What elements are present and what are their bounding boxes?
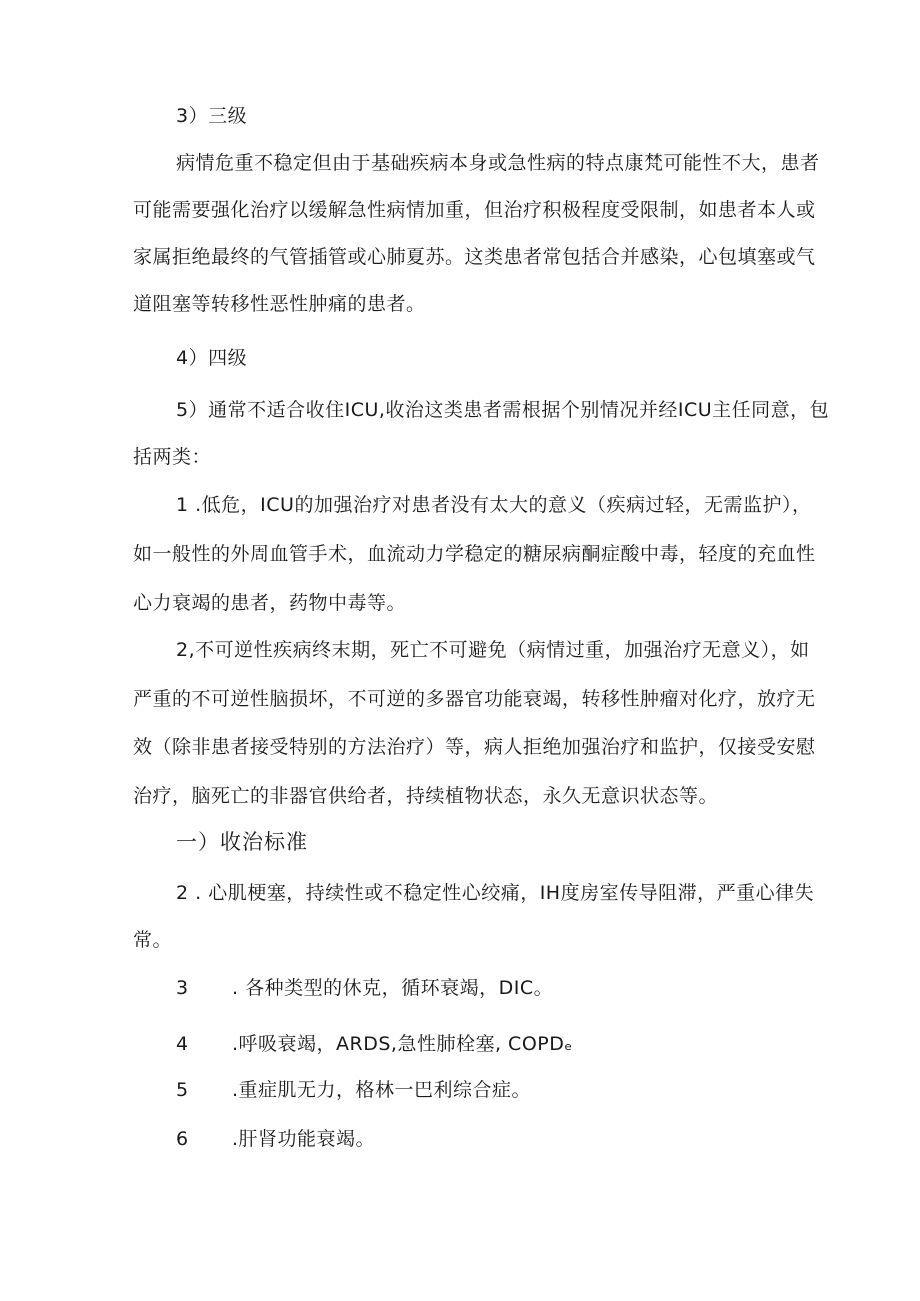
paragraph-line: 道阻塞等转移性恶性肿痛的患者。 <box>133 293 426 315</box>
paragraph-line: 2,不可逆性疾病终末期，死亡不可避免（病情过重，加强治疗无意义），如 <box>176 639 810 661</box>
section-title-level-4: 4）四级 <box>176 347 248 369</box>
list-item-number: 6 <box>176 1128 189 1150</box>
paragraph-line: 常。 <box>133 929 173 951</box>
list-item-number: 5 <box>176 1079 189 1101</box>
list-item-text: .重症肌无力，格林一巴利综合症。 <box>232 1079 532 1101</box>
section-title-level-3: 3）三级 <box>176 105 248 127</box>
section-heading: 一）收治标准 <box>176 830 308 854</box>
paragraph-line: 心力衰竭的患者，药物中毒等。 <box>133 592 407 614</box>
paragraph-line: 2 . 心肌梗塞，持续性或不稳定性心绞痛，IH度房室传导阻滞，严重心律失 <box>176 882 815 904</box>
list-item-text: .呼吸衰竭，ARDS,急性肺栓塞, COPDₑ <box>232 1033 573 1055</box>
paragraph-line: 括两类： <box>133 446 212 468</box>
paragraph-line: 1 .低危，ICU的加强治疗对患者没有太大的意义（疾病过轻，无需监护）， <box>176 494 812 516</box>
list-item-number: 4 <box>176 1033 189 1055</box>
paragraph-line: 治疗，脑死亡的非器官供给者，持续植物状态，永久无意识状态等。 <box>133 785 719 807</box>
paragraph-line: 5）通常不适合收住ICU,收治这类患者需根据个别情况并经ICU主任同意，包 <box>176 399 830 421</box>
list-item-text: . 各种类型的休克，循环衰竭，DIC。 <box>232 977 554 999</box>
paragraph-line: 如一般性的外周血管手术，血流动力学稳定的糖尿病酮症酸中毒，轻度的充血性 <box>133 543 816 565</box>
paragraph-line: 家属拒绝最终的气管插管或心肺夏苏。这类患者常包括合并感染，心包填塞或气 <box>133 246 816 268</box>
paragraph-line: 可能需要强化治疗以缓解急性病情加重，但治疗积极程度受限制，如患者本人或 <box>133 199 816 221</box>
paragraph-line: 严重的不可逆性脑损坏，不可逆的多器官功能衰竭，转移性肿瘤对化疗，放疗无 <box>133 688 816 710</box>
list-item-number: 3 <box>176 977 189 999</box>
list-item-text: .肝肾功能衰竭。 <box>232 1128 376 1150</box>
paragraph-line: 效（除非患者接受特别的方法治疗）等，病人拒绝加强治疗和监护，仅接受安慰 <box>133 736 816 758</box>
paragraph-line: 病情危重不稳定但由于基础疾病本身或急性病的特点康梵可能性不大，患者 <box>176 152 820 174</box>
